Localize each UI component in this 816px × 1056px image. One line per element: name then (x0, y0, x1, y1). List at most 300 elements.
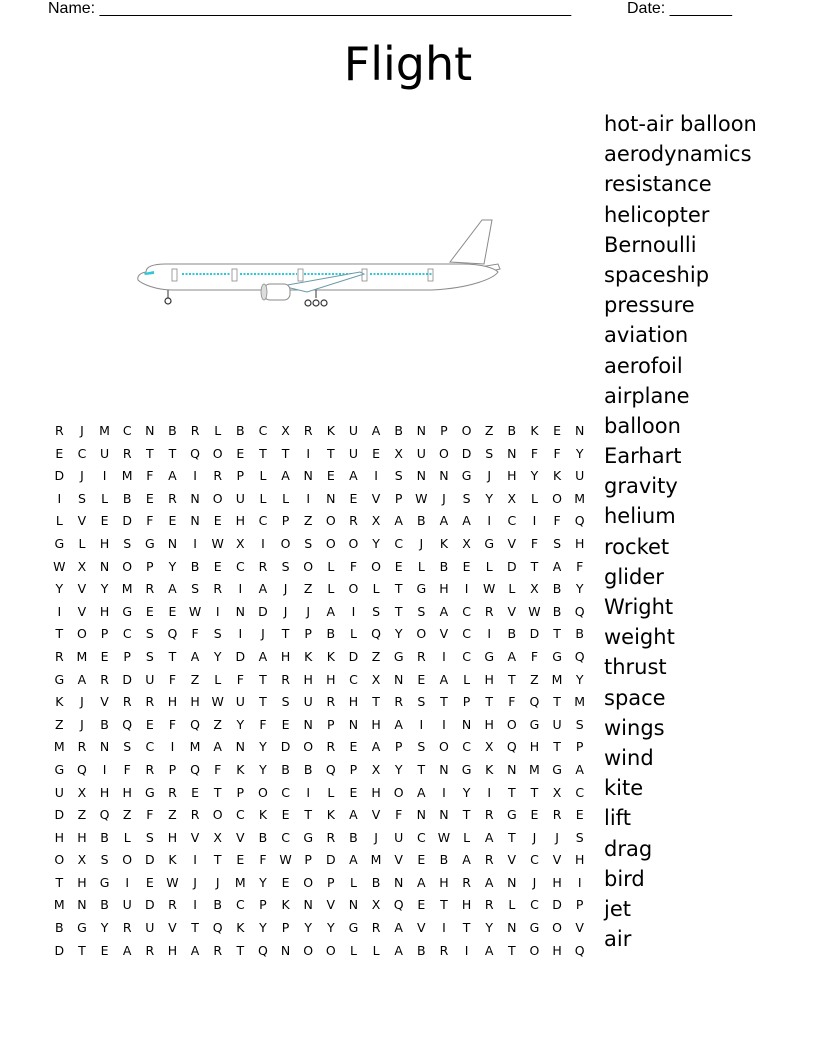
grid-letter: R (54, 423, 64, 438)
grid-letter: Q (190, 445, 200, 461)
grid-letter: N (507, 920, 517, 936)
grid-letter: M (551, 671, 563, 687)
grid-letter: I (442, 784, 446, 800)
grid-letter: A (77, 671, 87, 687)
grid-letter: M (121, 468, 133, 484)
grid-letter: L (327, 784, 335, 800)
grid-letter: T (440, 694, 448, 710)
grid-letter: H (99, 535, 110, 551)
grid-letter: P (575, 897, 584, 913)
grid-letter: H (371, 784, 381, 800)
grid-letter: F (168, 716, 177, 732)
word-list-item: Earhart (604, 444, 682, 469)
grid-letter: Y (485, 490, 493, 506)
grid-letter: D (54, 942, 65, 958)
grid-letter: G (529, 716, 540, 732)
grid-letter: P (394, 739, 403, 755)
grid-letter: V (100, 694, 109, 710)
grid-letter: W (211, 535, 224, 551)
word-list-item: lift (604, 806, 631, 831)
grid-letter: J (283, 603, 288, 619)
grid-letter: V (168, 920, 177, 936)
grid-letter: R (484, 897, 494, 913)
grid-letter: K (439, 535, 449, 551)
grid-letter: V (507, 603, 517, 619)
grid-letter: C (122, 423, 132, 438)
grid-letter: A (258, 581, 268, 597)
grid-letter: S (145, 829, 154, 845)
grid-letter: R (326, 739, 336, 755)
grid-letter: Y (100, 920, 109, 936)
grid-letter: R (416, 648, 426, 664)
grid-letter: Q (325, 761, 336, 777)
grid-letter: A (326, 603, 336, 619)
grid-letter: C (235, 897, 245, 913)
grid-letter: A (417, 874, 426, 890)
grid-letter: V (575, 920, 584, 936)
grid-letter: P (394, 490, 403, 506)
grid-letter: A (349, 807, 358, 823)
grid-letter: L (349, 942, 357, 958)
grid-letter: Y (575, 581, 584, 597)
page-title: Flight (343, 37, 473, 91)
grid-letter: N (99, 558, 110, 574)
grid-letter: R (77, 739, 87, 755)
grid-letter: J (80, 423, 84, 438)
grid-row (48, 646, 591, 669)
word-list-item: glider (604, 564, 664, 589)
word-list-item: aerofoil (604, 353, 683, 378)
grid-letter: Y (575, 671, 584, 687)
grid-letter: U (99, 445, 110, 461)
grid-letter: R (326, 829, 336, 845)
grid-letter: T (191, 920, 199, 936)
name-field-label: Name: _____________________________________________________ (48, 0, 572, 17)
grid-letter: S (77, 490, 86, 506)
grid-letter: W (483, 581, 496, 597)
grid-letter: U (54, 784, 64, 800)
grid-letter: B (281, 761, 290, 777)
grid-letter: L (214, 423, 222, 438)
grid-letter: E (417, 852, 426, 868)
grid-letter: R (303, 423, 313, 438)
grid-letter: L (349, 626, 357, 642)
grid-letter: K (168, 852, 177, 868)
grid-letter: Q (574, 942, 585, 958)
grid-letter: P (304, 626, 312, 642)
grid-letter: H (122, 784, 132, 800)
grid-letter: H (235, 513, 246, 529)
grid-letter: V (236, 829, 245, 845)
grid-letter: R (484, 807, 494, 823)
grid-letter: U (122, 897, 132, 913)
grid-letter: K (236, 920, 245, 936)
grid-letter: Z (122, 807, 132, 823)
grid-letter: J (442, 490, 446, 506)
grid-letter: O (212, 807, 223, 823)
grid-letter: L (349, 874, 357, 890)
grid-letter: N (416, 423, 426, 438)
grid-letter: E (553, 423, 562, 438)
grid-letter: C (462, 603, 471, 619)
grid-letter: A (281, 468, 290, 484)
grid-letter: A (484, 942, 494, 958)
grid-letter: H (484, 671, 494, 687)
grid-letter: B (100, 829, 109, 845)
grid-letter: Q (122, 716, 133, 732)
grid-letter: N (99, 739, 110, 755)
grid-letter: K (55, 694, 64, 710)
grid-letter: R (462, 874, 471, 890)
grid-letter: N (77, 897, 87, 913)
grid-letter: K (552, 468, 562, 484)
grid-letter: U (348, 423, 359, 438)
grid-letter: R (281, 671, 290, 687)
grid-letter: L (372, 942, 380, 958)
grid-letter: E (417, 671, 426, 687)
grid-letter: R (213, 581, 223, 597)
grid-letter: P (440, 423, 448, 438)
grid-letter: H (574, 535, 585, 551)
grid-letter: O (303, 942, 314, 958)
grid-letter: Y (394, 626, 403, 642)
grid-letter: Q (190, 761, 200, 777)
grid-letter: P (349, 761, 358, 777)
grid-letter: R (168, 897, 177, 913)
grid-letter: B (439, 558, 449, 574)
grid-row (48, 782, 591, 805)
grid-letter: H (348, 694, 359, 710)
grid-letter: H (371, 716, 381, 732)
grid-letter: O (122, 852, 133, 868)
grid-letter: N (280, 942, 291, 958)
grid-letter: I (487, 784, 492, 800)
grid-letter: O (122, 558, 133, 574)
grid-letter: X (530, 581, 539, 597)
grid-letter: X (371, 897, 381, 913)
grid-letter: N (235, 603, 245, 619)
grid-row (48, 804, 591, 827)
grid-letter: A (394, 716, 403, 732)
grid-letter: E (145, 716, 154, 732)
grid-letter: M (121, 581, 133, 597)
grid-letter: X (77, 852, 87, 868)
grid-letter: Q (190, 716, 200, 732)
grid-letter: I (442, 648, 446, 664)
grid-letter: D (144, 897, 155, 913)
grid-row (48, 601, 591, 624)
grid-letter: Q (371, 626, 381, 642)
grid-letter: P (146, 558, 154, 574)
grid-letter: E (326, 468, 335, 484)
grid-letter: N (507, 761, 517, 777)
grid-letter: J (215, 874, 220, 890)
grid-letter: O (212, 445, 223, 461)
grid-letter: N (190, 490, 200, 506)
grid-letter: G (144, 784, 155, 800)
word-list-item: resistance (604, 172, 712, 197)
grid-letter: F (553, 445, 561, 461)
grid-letter: Z (484, 423, 494, 438)
grid-letter: L (123, 829, 131, 845)
grid-letter: O (439, 739, 449, 755)
grid-letter: O (258, 784, 268, 800)
grid-letter: C (349, 671, 358, 687)
grid-letter: Q (167, 626, 178, 642)
grid-letter: T (394, 603, 403, 619)
grid-letter: S (417, 694, 426, 710)
grid-letter: C (530, 897, 539, 913)
grid-row (48, 736, 591, 759)
grid-letter: K (326, 807, 335, 823)
grid-letter: E (145, 603, 154, 619)
grid-letter: Q (574, 513, 585, 529)
grid-letter: D (348, 648, 359, 664)
grid-letter: X (552, 784, 562, 800)
grid-letter: R (484, 852, 494, 868)
grid-letter: T (326, 445, 335, 461)
grid-letter: M (53, 897, 65, 913)
grid-letter: S (394, 468, 403, 484)
grid-letter: W (415, 490, 428, 506)
grid-letter: A (417, 784, 426, 800)
grid-letter: V (371, 807, 381, 823)
grid-letter: X (507, 490, 517, 506)
grid-letter: O (348, 581, 359, 597)
grid-letter: D (122, 671, 132, 687)
grid-letter: P (100, 626, 109, 642)
grid-letter: A (371, 739, 381, 755)
word-list-item: jet (604, 896, 631, 921)
grid-letter: Q (212, 920, 223, 936)
grid-letter: R (145, 942, 155, 958)
grid-letter: O (212, 490, 223, 506)
word-list-item: drag (604, 836, 653, 861)
grid-letter: A (462, 852, 471, 868)
grid-letter: T (259, 445, 267, 461)
grid-letter: W (528, 603, 541, 619)
grid-letter: B (100, 716, 109, 732)
grid-letter: A (213, 739, 222, 755)
grid-letter: I (193, 468, 197, 484)
grid-letter: K (281, 897, 290, 913)
grid-letter: R (122, 920, 132, 936)
grid-letter: O (303, 558, 314, 574)
grid-letter: D (506, 558, 517, 574)
grid-letter: E (213, 558, 222, 574)
word-list-item: bird (604, 866, 645, 891)
grid-letter: Y (259, 874, 267, 890)
grid-letter: S (145, 648, 154, 664)
grid-letter: L (508, 581, 516, 597)
grid-letter: A (122, 942, 132, 958)
grid-letter: A (462, 513, 471, 529)
grid-letter: H (484, 716, 494, 732)
grid-letter: U (416, 445, 426, 461)
grid-letter: S (417, 603, 426, 619)
grid-letter: H (439, 874, 449, 890)
grid-letter: S (575, 716, 584, 732)
grid-letter: I (532, 513, 537, 529)
grid-row (48, 556, 591, 579)
grid-letter: F (146, 513, 154, 529)
grid-letter: R (439, 942, 449, 958)
grid-letter: R (54, 648, 64, 664)
word-list-item: pressure (604, 293, 695, 318)
grid-letter: Q (77, 761, 87, 777)
grid-letter: C (122, 626, 132, 642)
grid-letter: K (304, 648, 313, 664)
grid-letter: I (215, 603, 220, 619)
grid-letter: F (146, 468, 154, 484)
grid-row (48, 759, 591, 782)
grid-letter: S (281, 558, 290, 574)
grid-letter: Q (506, 739, 517, 755)
grid-letter: L (259, 490, 267, 506)
grid-letter: H (461, 897, 472, 913)
grid-row (48, 420, 591, 443)
grid-letter: T (507, 784, 516, 800)
grid-letter: T (145, 445, 154, 461)
grid-letter: D (552, 897, 562, 913)
grid-letter: S (462, 490, 471, 506)
grid-letter: T (462, 920, 471, 936)
grid-letter: J (80, 694, 84, 710)
grid-row (48, 669, 591, 692)
grid-letter: E (417, 897, 426, 913)
grid-letter: R (349, 513, 358, 529)
grid-letter: C (462, 648, 471, 664)
grid-letter: G (506, 807, 517, 823)
grid-letter: A (484, 874, 494, 890)
grid-letter: R (145, 581, 155, 597)
grid-letter: T (168, 648, 177, 664)
grid-letter: U (235, 694, 245, 710)
grid-letter: O (303, 874, 314, 890)
word-list-item: wings (604, 715, 665, 740)
grid-letter: G (461, 468, 472, 484)
grid-letter: E (372, 445, 381, 461)
grid-letter: E (281, 716, 290, 732)
grid-letter: F (259, 852, 267, 868)
grid-letter: E (349, 490, 358, 506)
grid-letter: R (394, 694, 404, 710)
grid-letter: J (532, 874, 537, 890)
grid-letter: J (487, 468, 492, 484)
grid-letter: D (54, 468, 65, 484)
grid-letter: X (371, 513, 381, 529)
grid-letter: R (122, 694, 132, 710)
grid-letter: V (77, 581, 87, 597)
grid-letter: Y (55, 581, 64, 597)
grid-letter: I (102, 761, 107, 777)
grid-letter: Y (326, 920, 335, 936)
grid-letter: X (484, 739, 494, 755)
grid-letter: U (303, 694, 313, 710)
grid-letter: G (552, 761, 562, 777)
grid-letter: X (77, 558, 87, 574)
grid-letter: O (439, 445, 449, 461)
grid-letter: M (574, 490, 586, 506)
grid-letter: Q (99, 807, 110, 823)
grid-letter: N (439, 761, 449, 777)
grid-letter: L (417, 558, 425, 574)
grid-letter: P (281, 513, 290, 529)
grid-letter: K (485, 761, 494, 777)
grid-letter: I (442, 920, 446, 936)
grid-letter: X (213, 829, 222, 845)
grid-letter: R (213, 468, 223, 484)
word-list-item: hot-air balloon (604, 112, 757, 136)
grid-letter: Z (303, 581, 313, 597)
grid-letter: H (54, 829, 65, 845)
grid-letter: S (123, 535, 132, 551)
grid-letter: X (371, 761, 381, 777)
grid-letter: H (529, 739, 540, 755)
grid-letter: A (394, 942, 403, 958)
grid-letter: Y (259, 739, 267, 755)
grid-letter: H (99, 784, 110, 800)
grid-letter: H (77, 829, 87, 845)
grid-letter: R (326, 694, 336, 710)
grid-letter: O (461, 423, 472, 438)
grid-letter: Y (462, 784, 471, 800)
grid-letter: U (348, 445, 359, 461)
grid-letter: S (100, 852, 109, 868)
grid-letter: D (280, 739, 291, 755)
grid-letter: A (168, 468, 177, 484)
grid-row (48, 533, 591, 556)
grid-letter: F (168, 671, 177, 687)
grid-letter: Q (393, 897, 404, 913)
grid-letter: S (485, 445, 494, 461)
grid-letter: V (190, 829, 200, 845)
grid-letter: E (100, 942, 109, 958)
grid-letter: A (439, 671, 449, 687)
grid-letter: K (326, 648, 335, 664)
grid-letter: B (213, 897, 222, 913)
grid-letter: S (553, 535, 562, 551)
grid-letter: L (372, 581, 380, 597)
grid-letter: T (462, 807, 471, 823)
grid-letter: H (167, 942, 178, 958)
grid-letter: K (258, 807, 268, 823)
grid-letter: H (507, 468, 517, 484)
grid-letter: B (100, 897, 109, 913)
grid-letter: V (394, 852, 403, 868)
grid-letter: B (303, 761, 313, 777)
grid-letter: D (235, 648, 246, 664)
grid-letter: Y (168, 558, 177, 574)
grid-letter: D (461, 445, 472, 461)
grid-letter: I (464, 942, 469, 958)
grid-letter: I (306, 445, 311, 461)
grid-letter: J (419, 535, 424, 551)
grid-letter: V (371, 490, 381, 506)
grid-letter: W (211, 694, 224, 710)
grid-letter: O (325, 942, 336, 958)
grid-letter: S (575, 829, 584, 845)
grid-letter: B (575, 626, 584, 642)
grid-letter: L (530, 490, 538, 506)
grid-letter: C (507, 513, 517, 529)
grid-letter: T (259, 694, 267, 710)
grid-letter: E (349, 739, 358, 755)
grid-letter: E (168, 603, 177, 619)
grid-letter: P (168, 761, 177, 777)
grid-letter: B (371, 874, 381, 890)
grid-letter: T (168, 445, 177, 461)
